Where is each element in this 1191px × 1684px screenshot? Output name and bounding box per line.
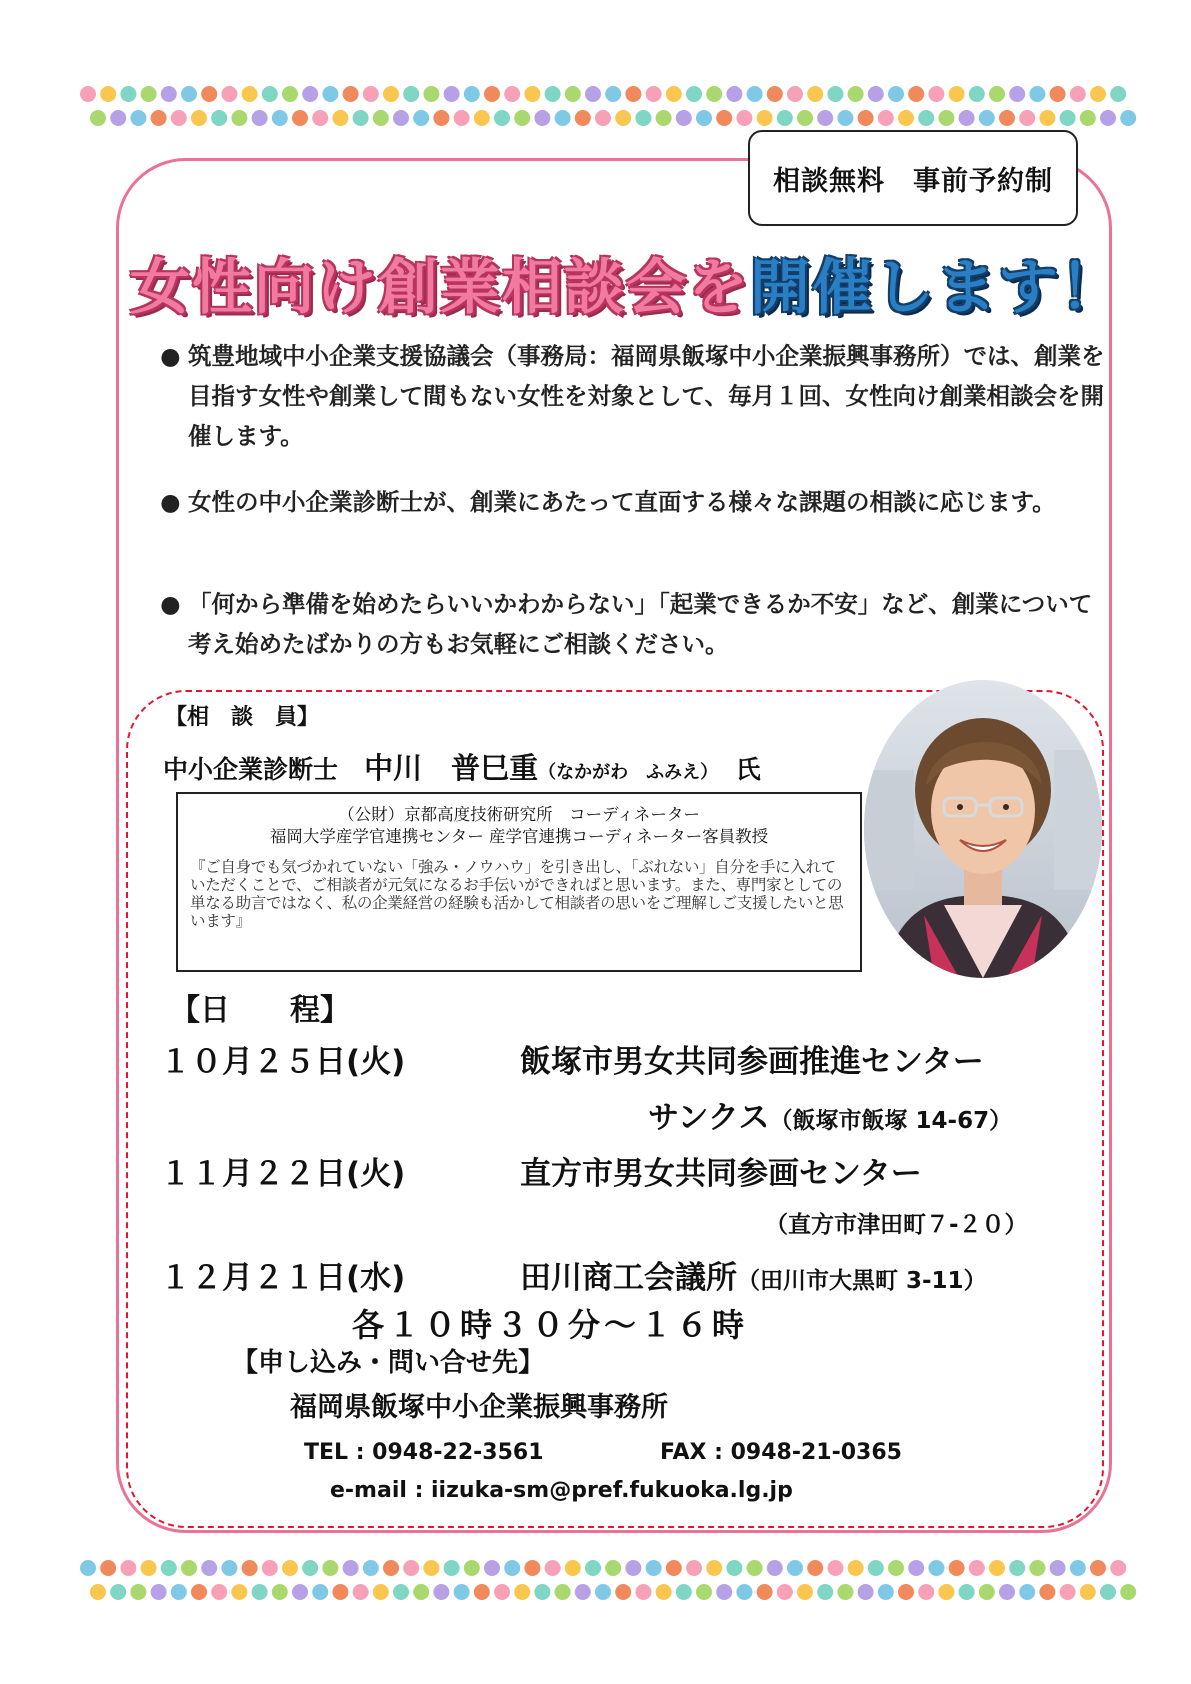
- decorative-dot: [1080, 1584, 1096, 1600]
- decorative-dot: [1039, 1584, 1055, 1600]
- decorative-dot: [858, 110, 874, 126]
- decorative-dot: [262, 86, 278, 102]
- decorative-dot: [726, 1560, 742, 1576]
- decorative-dot: [1060, 1584, 1076, 1600]
- decorative-dot: [1100, 1584, 1116, 1600]
- decorative-dot: [1110, 1560, 1126, 1576]
- decorative-dot: [272, 1584, 288, 1600]
- decorative-dot: [736, 1584, 752, 1600]
- decorative-dot: [120, 86, 136, 102]
- decorative-dot: [1019, 110, 1035, 126]
- contact-heading: 【申し込み・問い合せ先】: [232, 1348, 545, 1378]
- decorative-dot: [534, 1584, 550, 1600]
- decorative-dot: [474, 110, 490, 126]
- decorative-dot: [898, 110, 914, 126]
- decorative-dot: [807, 1560, 823, 1576]
- bullet-mark: ●: [160, 590, 181, 618]
- decorative-dot: [969, 86, 985, 102]
- decorative-dot: [1009, 1560, 1025, 1576]
- bullet-text: 筑豊地域中小企業支援協議会（事務局：福岡県飯塚中小企業振興事務所）では、創業を目指す女性や創業して間もない女性を対象として、毎月１回、女性向け創業相談会を開催します。: [188, 342, 1105, 450]
- decorative-dot: [686, 86, 702, 102]
- decorative-dot: [716, 1584, 732, 1600]
- decorative-dot: [332, 1584, 348, 1600]
- decorative-dot: [949, 1560, 965, 1576]
- consultant-reading: （なかがわ ふみえ）: [538, 762, 719, 783]
- decorative-dot: [807, 86, 823, 102]
- page-title: [130, 240, 1122, 330]
- decorative-dot: [282, 1560, 298, 1576]
- decorative-dot: [868, 1560, 884, 1576]
- decorative-dot: [575, 110, 591, 126]
- contact-tel: TEL : 0948-22-3561: [304, 1440, 544, 1465]
- decorative-dot: [413, 110, 429, 126]
- decorative-dot: [221, 86, 237, 102]
- decorative-dot: [272, 110, 288, 126]
- decorative-dot: [918, 1584, 934, 1600]
- affiliation-1: （公財）京都高度技術研究所 コーディネーター: [338, 805, 700, 824]
- schedule-venue-3: [520, 1252, 987, 1297]
- decorative-dot: [514, 110, 530, 126]
- decorative-dot: [848, 1560, 864, 1576]
- decorative-dot: [1060, 110, 1076, 126]
- decorative-dot: [827, 1560, 843, 1576]
- decorative-dot: [292, 110, 308, 126]
- decorative-dot: [1120, 110, 1136, 126]
- decorative-dot: [747, 86, 763, 102]
- schedule-venue-sub: サンクス: [648, 1100, 770, 1136]
- decorative-dot: [353, 1584, 369, 1600]
- decorative-dot: [928, 86, 944, 102]
- decorative-dot: [454, 110, 470, 126]
- decorative-dot: [1019, 1584, 1035, 1600]
- decorative-dot: [585, 86, 601, 102]
- decorative-dot: [151, 110, 167, 126]
- decorative-dot: [595, 110, 611, 126]
- decorative-dot: [1029, 86, 1045, 102]
- bullet-mark: ●: [160, 342, 181, 370]
- decorative-dot: [999, 1584, 1015, 1600]
- decorative-dot: [706, 86, 722, 102]
- decorative-dot: [363, 86, 379, 102]
- decorative-dot: [524, 1560, 540, 1576]
- decorative-dot: [110, 110, 126, 126]
- decorative-dot: [221, 1560, 237, 1576]
- dot-border-top: [78, 82, 1138, 136]
- decorative-dot: [191, 110, 207, 126]
- decorative-dot: [1029, 1560, 1045, 1576]
- decorative-dot: [151, 1584, 167, 1600]
- decorative-dot: [565, 86, 581, 102]
- decorative-dot: [332, 110, 348, 126]
- decorative-dot: [777, 1584, 793, 1600]
- decorative-dot: [171, 1584, 187, 1600]
- decorative-dot: [959, 1584, 975, 1600]
- decorative-dot: [868, 86, 884, 102]
- schedule-venue-1: 飯塚市男女共同参画推進センター: [520, 1044, 984, 1080]
- schedule-address: （直方市津田町７-２０）: [765, 1212, 1028, 1238]
- decorative-dot: [1080, 110, 1096, 126]
- decorative-dot: [625, 1560, 641, 1576]
- decorative-dot: [383, 86, 399, 102]
- decorative-dot: [444, 1560, 460, 1576]
- title-pink-part: 女性向け創業相談会を: [130, 253, 750, 323]
- schedule-date: １０月２５日(火): [160, 1044, 406, 1080]
- intro-paragraph: [160, 336, 1110, 456]
- decorative-dot: [90, 1584, 106, 1600]
- consultant-name: 中川 普巳重: [364, 751, 539, 785]
- decorative-dot: [989, 86, 1005, 102]
- decorative-dot: [282, 86, 298, 102]
- decorative-dot: [615, 1584, 631, 1600]
- decorative-dot: [302, 1560, 318, 1576]
- decorative-dot: [928, 1560, 944, 1576]
- decorative-dot: [181, 1560, 197, 1576]
- consultant-honorific: 氏: [735, 755, 761, 784]
- decorative-dot: [656, 110, 672, 126]
- decorative-dot: [110, 1584, 126, 1600]
- decorative-dot: [585, 1560, 601, 1576]
- decorative-dot: [1039, 110, 1055, 126]
- decorative-dot: [262, 1560, 278, 1576]
- decorative-dot: [141, 1560, 157, 1576]
- decorative-dot: [706, 1560, 722, 1576]
- consultant-profile-box: [176, 792, 862, 972]
- affiliation-2: 福岡大学産学官連携センター 産学官連携コーディネーター客員教授: [269, 827, 769, 846]
- decorative-dot: [565, 1560, 581, 1576]
- decorative-dot: [413, 1584, 429, 1600]
- decorative-dot: [747, 1560, 763, 1576]
- decorative-dot: [80, 1560, 96, 1576]
- decorative-dot: [292, 1584, 308, 1600]
- decorative-dot: [716, 110, 732, 126]
- decorative-dot: [1050, 1560, 1066, 1576]
- decorative-dot: [837, 1584, 853, 1600]
- decorative-dot: [888, 86, 904, 102]
- consultant-quote: 『ご自身でも気づかれていない「強み・ノウハウ」を引き出し、「ぶれない」自分を手に入れていただくことで、ご相談者が元気になるお手伝いができればと思います。また、専門家としての単なる助言ではなく、私の企業経営の経験も活かして相談者の思いをご理解しご支援したいと思います』: [190, 858, 844, 930]
- decorative-dot: [757, 110, 773, 126]
- decorative-dot: [494, 110, 510, 126]
- decorative-dot: [999, 110, 1015, 126]
- decorative-dot: [201, 86, 217, 102]
- decorative-dot: [918, 110, 934, 126]
- decorative-dot: [363, 1560, 379, 1576]
- dot-border-bottom: [78, 1556, 1138, 1610]
- decorative-dot: [858, 1584, 874, 1600]
- decorative-dot: [242, 86, 258, 102]
- decorative-dot: [120, 1560, 136, 1576]
- decorative-dot: [252, 110, 268, 126]
- free-consultation-badge: 相談無料 事前予約制: [748, 130, 1078, 226]
- decorative-dot: [100, 86, 116, 102]
- decorative-dot: [454, 1584, 470, 1600]
- decorative-dot: [615, 110, 631, 126]
- decorative-dot: [1120, 1584, 1136, 1600]
- decorative-dot: [555, 1584, 571, 1600]
- schedule-address: （田川市大黒町 3-11）: [737, 1268, 987, 1294]
- decorative-dot: [383, 1560, 399, 1576]
- decorative-dot: [1050, 86, 1066, 102]
- schedule-address: （飯塚市飯塚 14-67）: [769, 1108, 1013, 1134]
- decorative-dot: [1100, 110, 1116, 126]
- decorative-dot: [898, 1584, 914, 1600]
- decorative-dot: [423, 1560, 439, 1576]
- schedule-address-2: [765, 1204, 1028, 1240]
- decorative-dot: [433, 110, 449, 126]
- decorative-dot: [817, 1584, 833, 1600]
- decorative-dot: [242, 1560, 258, 1576]
- contact-organization: 福岡県飯塚中小企業振興事務所: [290, 1392, 668, 1423]
- decorative-dot: [161, 1560, 177, 1576]
- schedule-venue-1-line2: [648, 1092, 1012, 1137]
- decorative-dot: [787, 86, 803, 102]
- decorative-dot: [130, 110, 146, 126]
- consultant-photo: [864, 680, 1102, 978]
- decorative-dot: [201, 1560, 217, 1576]
- decorative-dot: [312, 1584, 328, 1600]
- decorative-dot: [403, 86, 419, 102]
- decorative-dot: [979, 110, 995, 126]
- decorative-dot: [797, 1584, 813, 1600]
- decorative-dot: [191, 1584, 207, 1600]
- consultant-name-line: [163, 746, 761, 787]
- decorative-dot: [211, 1584, 227, 1600]
- schedule-row-2: [160, 1148, 405, 1193]
- decorative-dot: [393, 1584, 409, 1600]
- decorative-dot: [252, 1584, 268, 1600]
- title-blue-part: 開催します！: [750, 253, 1122, 323]
- decorative-dot: [322, 1560, 338, 1576]
- decorative-dot: [373, 1584, 389, 1600]
- decorative-dot: [100, 1560, 116, 1576]
- decorative-dot: [171, 110, 187, 126]
- decorative-dot: [938, 1584, 954, 1600]
- decorative-dot: [635, 1584, 651, 1600]
- consultant-paragraph: [160, 482, 1110, 522]
- schedule-row-1: [160, 1036, 405, 1081]
- decorative-dot: [231, 1584, 247, 1600]
- decorative-dot: [161, 86, 177, 102]
- decorative-dot: [676, 110, 692, 126]
- decorative-dot: [726, 86, 742, 102]
- decorative-dot: [130, 1584, 146, 1600]
- decorative-dot: [211, 110, 227, 126]
- decorative-dot: [605, 86, 621, 102]
- decorative-dot: [343, 86, 359, 102]
- decorative-dot: [181, 86, 197, 102]
- decorative-dot: [625, 86, 641, 102]
- decorative-dot: [504, 1560, 520, 1576]
- decorative-dot: [545, 86, 561, 102]
- decorative-dot: [302, 86, 318, 102]
- schedule-venue-2: 直方市男女共同参画センター: [520, 1156, 922, 1192]
- decorative-dot: [969, 1560, 985, 1576]
- decorative-dot: [595, 1584, 611, 1600]
- decorative-dot: [696, 1584, 712, 1600]
- decorative-dot: [989, 1560, 1005, 1576]
- decorative-dot: [534, 110, 550, 126]
- decorative-dot: [231, 110, 247, 126]
- decorative-dot: [575, 1584, 591, 1600]
- schedule-venue: 田川商工会議所: [520, 1260, 737, 1296]
- decorative-dot: [787, 1560, 803, 1576]
- decorative-dot: [736, 110, 752, 126]
- consultant-title: 中小企業診断士: [163, 755, 339, 784]
- decorative-dot: [666, 86, 682, 102]
- decorative-dot: [827, 86, 843, 102]
- decorative-dot: [908, 1560, 924, 1576]
- decorative-dot: [686, 1560, 702, 1576]
- schedule-date: １２月２１日(水): [160, 1260, 406, 1296]
- invitation-paragraph: [160, 584, 1110, 664]
- decorative-dot: [666, 1560, 682, 1576]
- decorative-dot: [938, 110, 954, 126]
- decorative-dot: [433, 1584, 449, 1600]
- decorative-dot: [514, 1584, 530, 1600]
- decorative-dot: [646, 1560, 662, 1576]
- decorative-dot: [959, 110, 975, 126]
- decorative-dot: [888, 1560, 904, 1576]
- decorative-dot: [555, 110, 571, 126]
- decorative-dot: [343, 1560, 359, 1576]
- decorative-dot: [848, 86, 864, 102]
- decorative-dot: [80, 86, 96, 102]
- decorative-dot: [141, 86, 157, 102]
- bullet-mark: ●: [160, 488, 181, 516]
- decorative-dot: [656, 1584, 672, 1600]
- decorative-dot: [1070, 86, 1086, 102]
- decorative-dot: [484, 86, 500, 102]
- decorative-dot: [1090, 1560, 1106, 1576]
- decorative-dot: [1009, 86, 1025, 102]
- bullet-text: 「何から準備を始めたらいいかわからない」「起業できるか不安」など、創業について考え始めたばかりの方もお気軽にご相談ください。: [188, 590, 1093, 658]
- decorative-dot: [757, 1584, 773, 1600]
- decorative-dot: [423, 86, 439, 102]
- decorative-dot: [797, 110, 813, 126]
- decorative-dot: [474, 1584, 490, 1600]
- decorative-dot: [767, 86, 783, 102]
- decorative-dot: [767, 1560, 783, 1576]
- decorative-dot: [635, 110, 651, 126]
- decorative-dot: [464, 86, 480, 102]
- decorative-dot: [1070, 1560, 1086, 1576]
- decorative-dot: [484, 1560, 500, 1576]
- schedule-time: 各１０時３０分～１６時: [352, 1306, 749, 1344]
- decorative-dot: [373, 110, 389, 126]
- decorative-dot: [1110, 86, 1126, 102]
- decorative-dot: [90, 110, 106, 126]
- schedule-heading: 【日 程】: [170, 993, 350, 1028]
- decorative-dot: [524, 86, 540, 102]
- decorative-dot: [949, 86, 965, 102]
- decorative-dot: [312, 110, 328, 126]
- decorative-dot: [646, 86, 662, 102]
- decorative-dot: [878, 1584, 894, 1600]
- decorative-dot: [444, 86, 460, 102]
- decorative-dot: [545, 1560, 561, 1576]
- decorative-dot: [696, 110, 712, 126]
- schedule-row-3: [160, 1252, 405, 1297]
- contact-email[interactable]: e-mail : iizuka-sm@pref.fukuoka.lg.jp: [330, 1478, 793, 1503]
- consultant-heading: 【相 談 員】: [165, 705, 320, 730]
- decorative-dot: [322, 86, 338, 102]
- decorative-dot: [494, 1584, 510, 1600]
- decorative-dot: [817, 110, 833, 126]
- decorative-dot: [464, 1560, 480, 1576]
- decorative-dot: [837, 110, 853, 126]
- decorative-dot: [979, 1584, 995, 1600]
- decorative-dot: [1090, 86, 1106, 102]
- bullet-text: 女性の中小企業診断士が、創業にあたって直面する様々な課題の相談に応じます。: [188, 488, 1056, 516]
- decorative-dot: [676, 1584, 692, 1600]
- decorative-dot: [878, 110, 894, 126]
- contact-fax: FAX : 0948-21-0365: [660, 1440, 902, 1465]
- decorative-dot: [353, 110, 369, 126]
- decorative-dot: [403, 1560, 419, 1576]
- decorative-dot: [777, 110, 793, 126]
- decorative-dot: [393, 110, 409, 126]
- decorative-dot: [605, 1560, 621, 1576]
- decorative-dot: [908, 86, 924, 102]
- schedule-date: １１月２２日(火): [160, 1156, 406, 1192]
- decorative-dot: [504, 86, 520, 102]
